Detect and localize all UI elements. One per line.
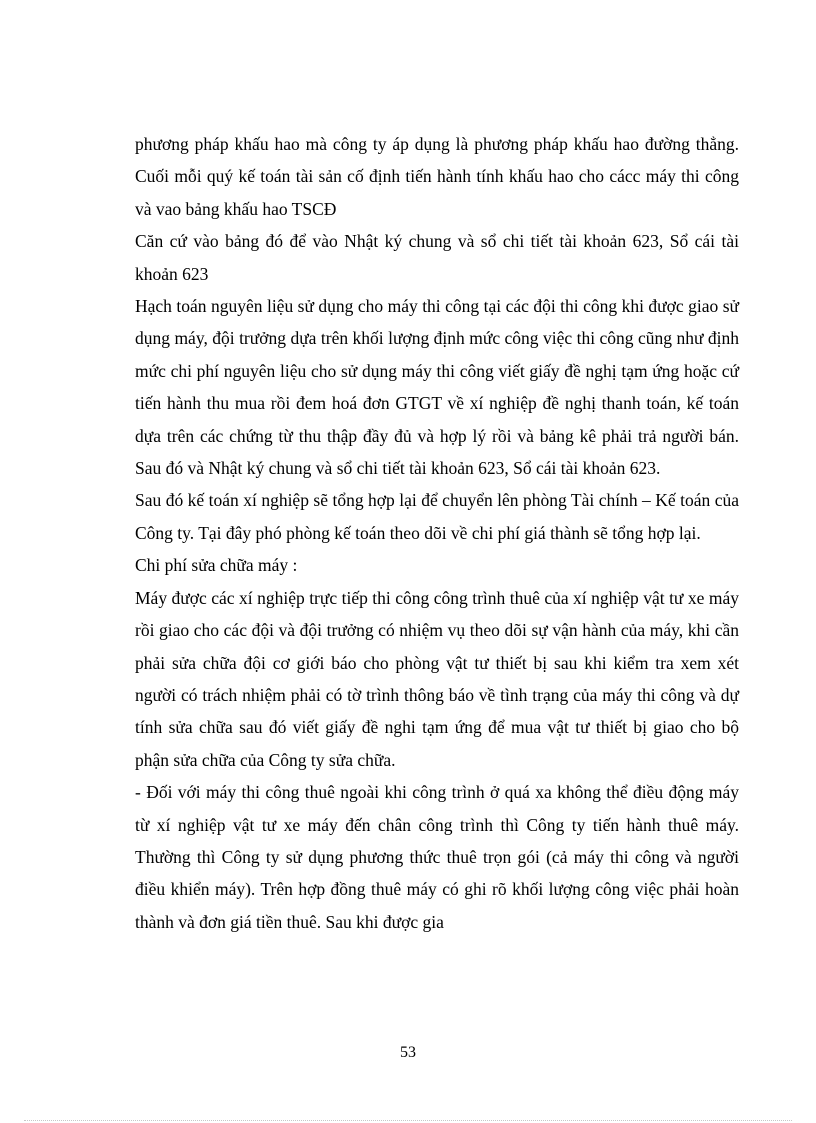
paragraph-external-rental: - Đối với máy thi công thuê ngoài khi công trình ở quá xa không thể điều động máy từ xí nghiệp vật tư xe máy đến chân công trình thì Công ty tiến hành thuê máy. Thường thì Công ty sử dụng phương thức thuê trọn gói (cả máy thi công và người điều khiển máy). Trên hợp đồng thuê máy có ghi rõ khối lượng công việc phải hoàn thành và đơn giá tiền thuê. Sau khi được gia (135, 782, 739, 932)
paragraph-depreciation: phương pháp khấu hao mà công ty áp dụng là phương pháp khấu hao đường thẳng. Cuối mỗi quý kế toán tài sản cố định tiến hành tính khấu hao cho cácc máy thi công và vao bảng khấu hao TSCĐ (135, 134, 739, 219)
page-number: 53 (400, 1044, 416, 1061)
paragraph-materials-accounting: Hạch toán nguyên liệu sử dụng cho máy thi công tại các đội thi công khi được giao sử dụng máy, đội trưởng dựa trên khối lượng định mức công việc thi công cũng như định mức chi phí nguyên liệu cho sử dụng máy thi công viết giấy đề nghị tạm ứng hoặc cứ tiến hành thu mua rồi đem hoá đơn GTGT về xí nghiệp đề nghị thanh toán, kế toán dựa trên các chứng từ thu thập đầy đủ và hợp lý rồi và bảng kê phải trả người bán. Sau đó và Nhật ký chung và sổ chi tiết tài khoản 623, Sổ cái tài khoản 623. (135, 296, 739, 479)
paragraph-machine-repair: Máy được các xí nghiệp trực tiếp thi công công trình thuê của xí nghiệp vật tư xe máy rồi giao cho các đội và đội trưởng có nhiệm vụ theo dõi sự vận hành của máy, khi cần phải sửa chữa đội cơ giới báo cho phòng vật tư thiết bị sau khi kiểm tra xem xét người có trách nhiệm phải có tờ trình thông báo về tình trạng của máy thi công và dự tính sửa chữa sau đó viết giấy đề nghi tạm ứng để mua vật tư thiết bị giao cho bộ phận sửa chữa của Công ty sửa chữa. (135, 587, 739, 770)
paragraph-summary: Sau đó kế toán xí nghiệp sẽ tổng hợp lại để chuyển lên phòng Tài chính – Kế toán của Công ty. Tại đây phó phòng kế toán theo dõi về chi phí giá thành sẽ tổng hợp lại. (135, 490, 739, 543)
paragraph-journal-entry: Căn cứ vào bảng đó để vào Nhật ký chung và sổ chi tiết tài khoản 623, Sổ cái tài khoản 623 (135, 231, 739, 284)
footer-divider (24, 1120, 792, 1121)
paragraph-heading-repair-costs: Chi phí sửa chữa máy : (135, 555, 298, 576)
body-text (135, 128, 739, 938)
